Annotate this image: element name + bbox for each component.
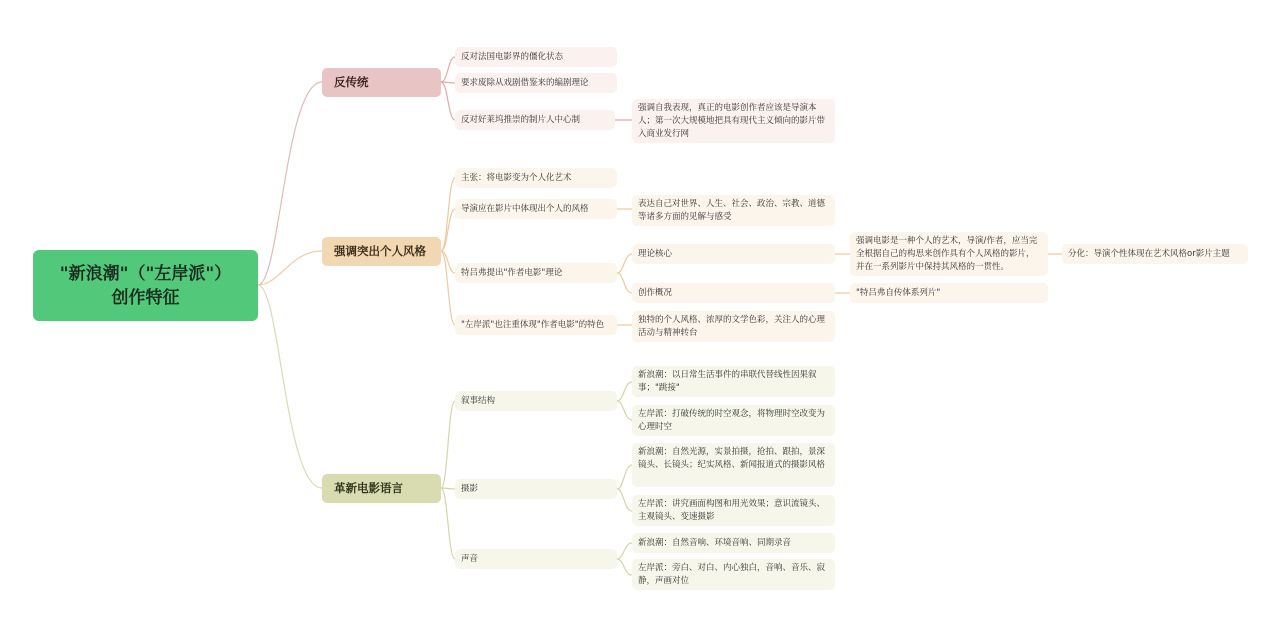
b3-camera-detail-1[interactable]: 新浪潮：自然光源，实景拍摄，抢拍、跟拍，景深镜头、长镜头；纪实风格、新闻报道式的摄影风格 <box>632 443 835 487</box>
b3-sound-detail-2[interactable]: 左岸派：旁白、对白、内心独白，音响、音乐、寂静，声画对位 <box>632 559 835 590</box>
b2-item-4-detail[interactable]: 独特的个人风格、浓厚的文学色彩，关注人的心理活动与精神转台 <box>632 311 835 342</box>
b3-narrative[interactable]: 叙事结构 <box>455 391 617 411</box>
link-b2-3a <box>617 254 632 273</box>
link-b3-3 <box>441 488 455 559</box>
link-b1-1 <box>441 57 455 82</box>
link-b3-3b <box>617 559 632 575</box>
b2-theory-core-note[interactable]: 分化：导演个性体现在艺术风格or影片主题 <box>1062 244 1248 264</box>
branch-anti-tradition[interactable] <box>322 68 441 97</box>
link-b3-2 <box>441 488 455 489</box>
link-b3-2b <box>617 489 632 511</box>
link-b2-3b <box>617 273 632 293</box>
link-b1-3 <box>441 82 455 120</box>
b3-camera[interactable]: 摄影 <box>455 479 617 499</box>
link-b3-2a <box>617 465 632 489</box>
branch-film-language[interactable] <box>322 474 441 503</box>
b2-theory-core[interactable]: 理论核心 <box>632 244 835 264</box>
b3-narrative-detail-1[interactable]: 新浪潮：以日常生活事件的串联代替线性因果叙事；"跳接" <box>632 366 835 397</box>
branch-personal-style[interactable] <box>322 237 441 266</box>
b3-sound-detail-1[interactable]: 新浪潮：自然音响、环境音响、同期录音 <box>632 533 835 553</box>
b2-practice-detail[interactable]: "特吕弗自传体系列片" <box>850 283 1048 303</box>
link-b3-3a <box>617 543 632 559</box>
branch-label: 强调突出个人风格 <box>334 244 426 258</box>
b2-theory-core-detail[interactable]: 强调电影是一种个人的艺术，导演/作者，应当完全根据自己的构思来创作具有个人风格的影片，并在一系列影片中保持其风格的一贯性。 <box>850 232 1048 276</box>
b3-camera-detail-2[interactable]: 左岸派：讲究画面构图和用光效果；意识流镜头、主观镜头、变速摄影 <box>632 495 835 526</box>
b1-item-2[interactable]: 要求废除从戏剧借鉴来的编剧理论 <box>455 73 617 93</box>
b1-item-3-detail[interactable]: 强调自我表现，真正的电影创作者应该是导演本人；第一次大规模地把具有现代主义倾向的影片带入商业发行网 <box>632 99 835 143</box>
link-b3-1 <box>441 401 455 488</box>
branch-label: 革新电影语言 <box>334 481 403 495</box>
root-topic[interactable] <box>33 250 258 321</box>
link-b2-1 <box>441 178 455 251</box>
root-title-line2: 创作特征 <box>111 287 180 308</box>
b1-item-1[interactable]: 反对法国电影界的僵化状态 <box>455 47 617 67</box>
b2-item-2[interactable]: 导演应在影片中体现出个人的风格 <box>455 199 617 219</box>
b2-practice[interactable]: 创作概况 <box>632 283 835 303</box>
b3-narrative-detail-2[interactable]: 左岸派：打破传统的时空观念，将物理时空改变为心理时空 <box>632 405 835 436</box>
link-root-branch2 <box>258 251 322 285</box>
link-b3-1b <box>617 401 632 420</box>
link-root-branch1 <box>258 82 322 285</box>
b1-item-3[interactable]: 反对好莱坞推崇的制片人中心制 <box>455 110 615 130</box>
b2-item-1[interactable]: 主张：将电影变为个人化艺术 <box>455 168 617 188</box>
link-root-branch3 <box>258 285 322 488</box>
branch-label: 反传统 <box>334 75 369 89</box>
b2-item-3[interactable]: 特吕弗提出"作者电影"理论 <box>455 263 617 283</box>
root-title-line1: "新浪潮"（"左岸派"） <box>59 263 232 284</box>
b2-item-2-detail[interactable]: 表达自己对世界、人生、社会、政治、宗教、道德等诸多方面的见解与感受 <box>632 195 835 226</box>
link-b3-1a <box>617 382 632 401</box>
b2-item-4[interactable]: "左岸派"也注重体现"作者电影"的特色 <box>455 315 617 335</box>
b3-sound[interactable]: 声音 <box>455 549 617 569</box>
